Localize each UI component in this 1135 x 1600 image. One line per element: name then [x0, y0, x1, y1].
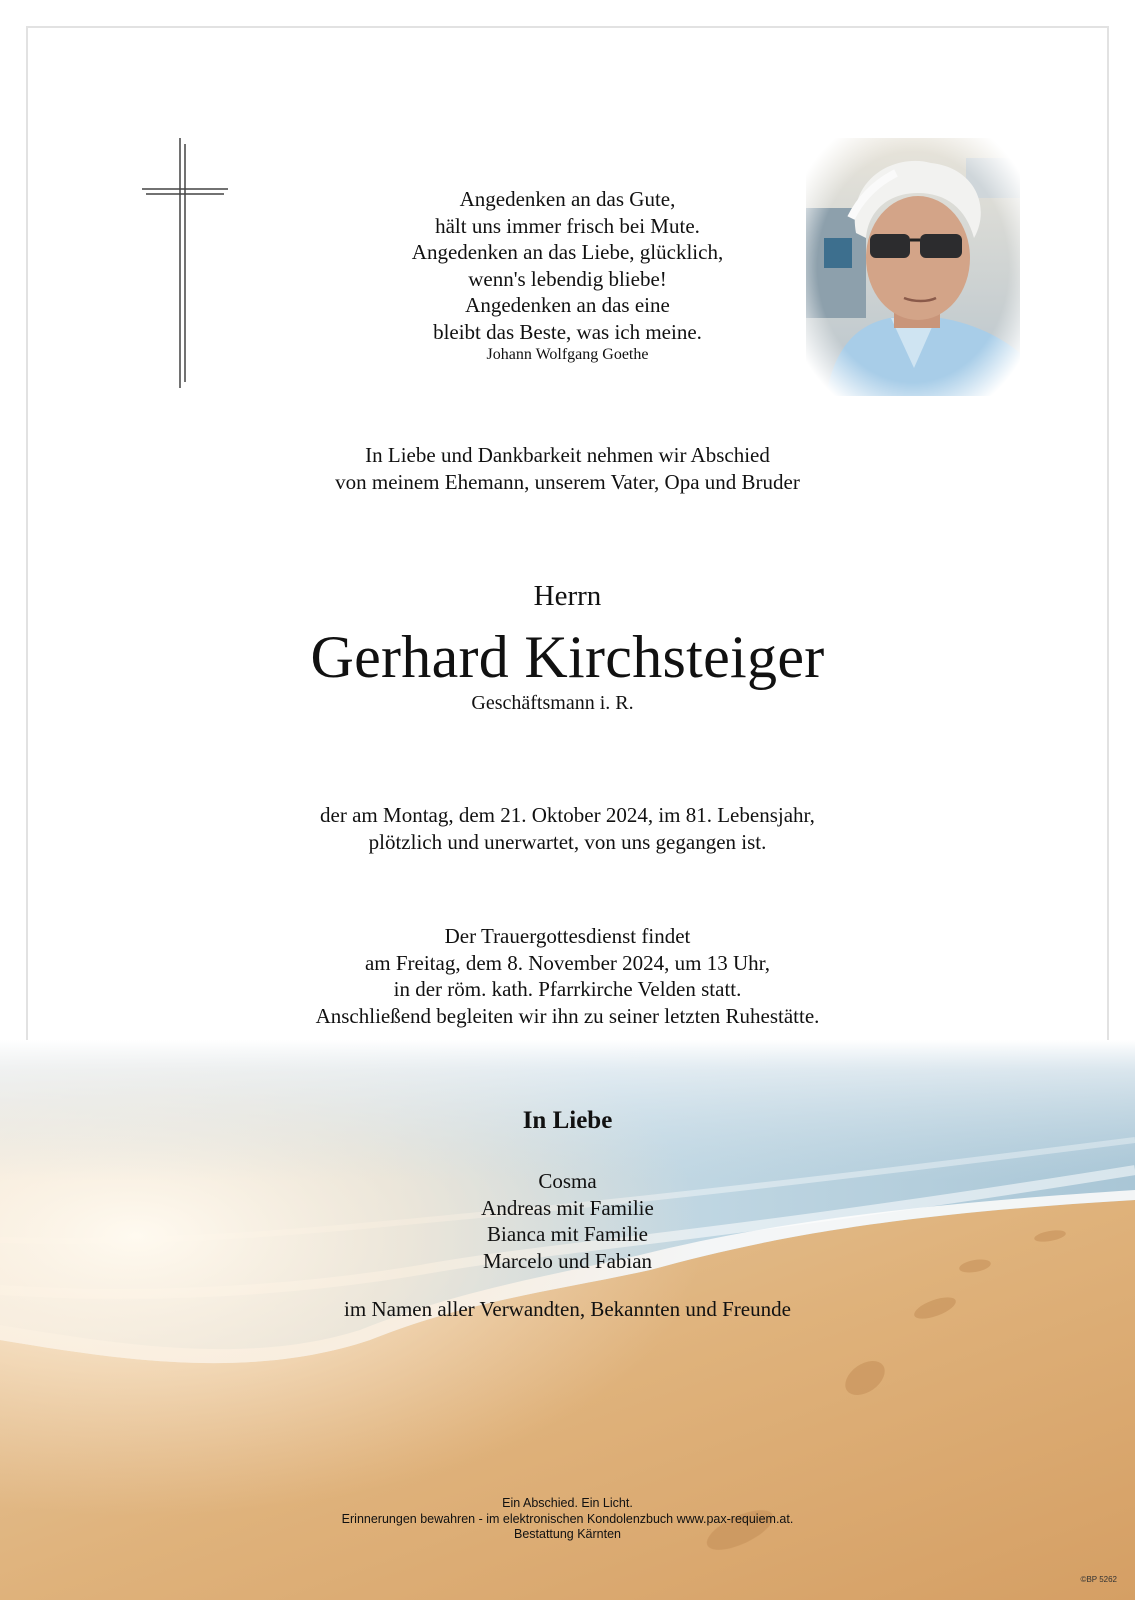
service-line: am Freitag, dem 8. November 2024, um 13 Uhr, — [364, 950, 771, 975]
farewell-intro — [0, 442, 1135, 495]
service-line: Anschließend begleiten wir ihn zu seiner letzten Ruhestätte. — [315, 1003, 820, 1028]
footer — [0, 1496, 1135, 1543]
mourner-name: Bianca mit Familie — [487, 1222, 648, 1246]
quote-author: Johann Wolfgang Goethe — [486, 346, 649, 363]
death-line: der am Montag, dem 21. Oktober 2024, im 81. Lebensjahr, — [320, 803, 815, 827]
footer-line: Ein Abschied. Ein Licht. — [502, 1496, 633, 1510]
salutation: Herrn — [533, 580, 602, 612]
quote-line: bleibt das Beste, was ich meine. — [433, 319, 702, 344]
quote-line: Angedenken an das Gute, — [459, 187, 676, 211]
mourners-heading: In Liebe — [522, 1107, 613, 1134]
service-line: in der röm. kath. Pfarrkirche Velden statt. — [393, 977, 742, 1001]
death-line: plötzlich und unerwartet, von uns gegangen ist. — [368, 830, 767, 854]
quote-line: Angedenken an das Liebe, glücklich, — [411, 240, 724, 264]
intro-line: In Liebe und Dankbarkeit nehmen wir Abschied — [365, 443, 770, 467]
service-line: Der Trauergottesdienst findet — [444, 924, 691, 948]
deceased-occupation: Geschäftsmann i. R. — [471, 692, 634, 714]
mourner-name: Cosma — [538, 1169, 597, 1193]
quote-line: Angedenken an das eine — [465, 293, 670, 317]
death-notice — [0, 802, 1135, 856]
quote-line: hält uns immer frisch bei Mute. — [435, 213, 700, 238]
deceased-name: Gerhard Kirchsteiger — [310, 624, 825, 690]
footer-line: Bestattung Kärnten — [513, 1527, 622, 1541]
relatives-line: im Namen aller Verwandten, Bekannten und Freunde — [344, 1297, 791, 1321]
print-code: ©BP 5262 — [1080, 1575, 1117, 1584]
mourner-name: Andreas mit Familie — [481, 1195, 654, 1220]
funeral-service-info — [0, 923, 1135, 1029]
portrait-photo — [806, 138, 1020, 396]
mourners-list — [0, 1168, 1135, 1274]
mourner-name: Marcelo und Fabian — [482, 1248, 653, 1273]
intro-line: von meinem Ehemann, unserem Vater, Opa und Bruder — [335, 469, 800, 494]
quote-line: wenn's lebendig bliebe! — [468, 266, 667, 291]
footer-line: Erinnerungen bewahren - im elektronischen Kondolenzbuch www.pax-requiem.at. — [341, 1511, 794, 1526]
